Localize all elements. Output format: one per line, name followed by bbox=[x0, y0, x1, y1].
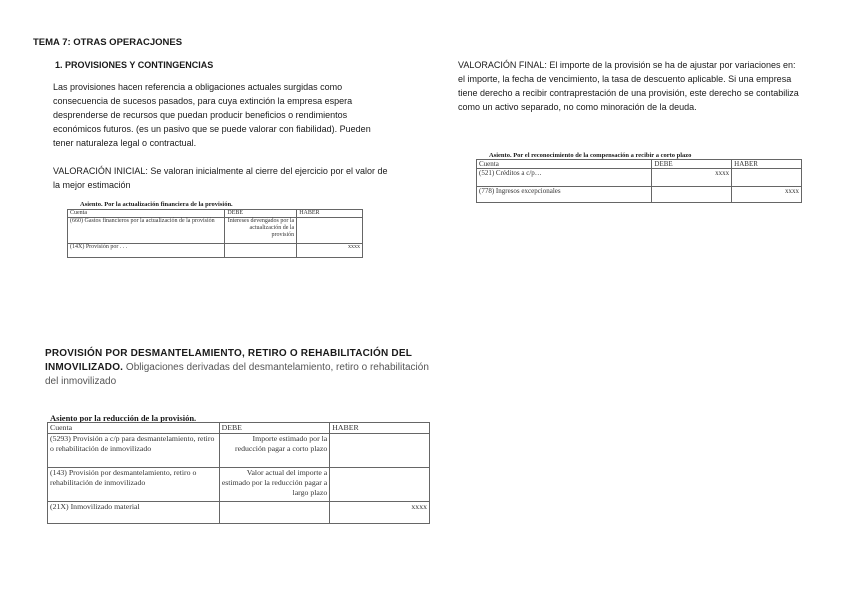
initial-valuation-paragraph: VALORACIÓN INICIAL: Se valoran inicialmente al cierre del ejercicio por el valor de la mejor estimación bbox=[53, 166, 388, 190]
table-cell: (778) Ingresos excepcionales bbox=[477, 187, 652, 203]
table-cell bbox=[732, 169, 802, 187]
table-cell: (21X) Inmovilizado material bbox=[48, 502, 220, 524]
table-header-row bbox=[477, 160, 802, 169]
table-header-cell: Cuenta bbox=[68, 210, 225, 218]
table-header-cell: DEBE bbox=[219, 423, 330, 434]
table-cell bbox=[297, 218, 363, 244]
table-cell bbox=[225, 244, 297, 258]
table-header-cell: HABER bbox=[297, 210, 363, 218]
table-header-cell: Cuenta bbox=[48, 423, 220, 434]
table-header-cell: DEBE bbox=[652, 160, 732, 169]
table-cell bbox=[219, 502, 330, 524]
table-row bbox=[68, 244, 363, 258]
table-cell: (5293) Provisión a c/p para desmantelamiento, retiro o rehabilitación de inmovilizado bbox=[48, 434, 220, 468]
table-cell: Intereses devengados por la actualización de la provisión bbox=[225, 218, 297, 244]
final-valuation-paragraph: VALORACIÓN FINAL: El importe de la provisión se ha de ajustar por variaciones en: el importe, la fecha de vencimiento, la tasa de descuento aplicable. Si una empresa tiene derecho a recibir contraprestación de una provisión, este derecho se contabiliza como un activo separado, no como minoración de la deuda. bbox=[458, 60, 799, 112]
table2-caption: Asiento. Por el reconocimiento de la compensación a recibir a corto plazo bbox=[489, 152, 692, 159]
section-subtitle: 1. PROVISIONES Y CONTINGENCIAS bbox=[55, 60, 214, 70]
table-cell bbox=[330, 468, 430, 502]
table-header-cell: DEBE bbox=[225, 210, 297, 218]
table-header-row bbox=[48, 423, 430, 434]
table-cell: Importe estimado por la reducción pagar a corto plazo bbox=[219, 434, 330, 468]
table2-accounting-entry bbox=[476, 159, 802, 203]
table-row bbox=[48, 502, 430, 524]
table3-caption: Asiento por la reducción de la provisión. bbox=[50, 413, 197, 423]
dismantling-text: Obligaciones derivadas del desmantelamiento, retiro o rehabilitación del inmovilizado bbox=[45, 362, 429, 387]
table-row bbox=[48, 434, 430, 468]
intro-paragraph: Las provisiones hacen referencia a obligaciones actuales surgidas como consecuencia de sucesos pasados, para cuya extinción la empresa espera desprenderse de recursos que puedan producir beneficios o rendimientos económicos futuros. (es un pasivo que se puede valorar con fiabilidad). Pueden tener naturaleza legal o contractual. bbox=[53, 82, 371, 148]
table3-accounting-entry bbox=[47, 422, 430, 524]
table-cell: (143) Provisión por desmantelamiento, retiro o rehabilitación de inmovilizado bbox=[48, 468, 220, 502]
table-cell: xxxx bbox=[732, 187, 802, 203]
dismantling-paragraph bbox=[45, 347, 437, 389]
table-cell bbox=[652, 187, 732, 203]
table-header-cell: HABER bbox=[732, 160, 802, 169]
table-cell: xxxx bbox=[297, 244, 363, 258]
table-row bbox=[477, 169, 802, 187]
table-cell: (14X) Provisión por . . . bbox=[68, 244, 225, 258]
document-title: TEMA 7: OTRAS OPERACJONES bbox=[33, 37, 183, 48]
table-cell bbox=[330, 434, 430, 468]
table-cell: (660) Gastos financieros por la actualización de la provisión bbox=[68, 218, 225, 244]
table-cell: xxxx bbox=[330, 502, 430, 524]
dismantling-heading: PROVISIÓN POR DESMANTELAMIENTO, RETIRO O REHABILITACIÓN DEL INMOVILIZADO. bbox=[45, 348, 412, 373]
table-row bbox=[477, 187, 802, 203]
table-row bbox=[48, 468, 430, 502]
table1-caption: Asiento. Por la actualización financiera de la provisión. bbox=[80, 201, 233, 208]
table-header-cell: HABER bbox=[330, 423, 430, 434]
table-header-row bbox=[68, 210, 363, 218]
table-cell: Valor actual del importe a estimado por la reducción pagar a largo plazo bbox=[219, 468, 330, 502]
table1-accounting-entry bbox=[67, 209, 363, 258]
table-header-cell: Cuenta bbox=[477, 160, 652, 169]
table-row bbox=[68, 218, 363, 244]
table-cell: (521) Créditos a c/p… bbox=[477, 169, 652, 187]
table-cell: xxxx bbox=[652, 169, 732, 187]
